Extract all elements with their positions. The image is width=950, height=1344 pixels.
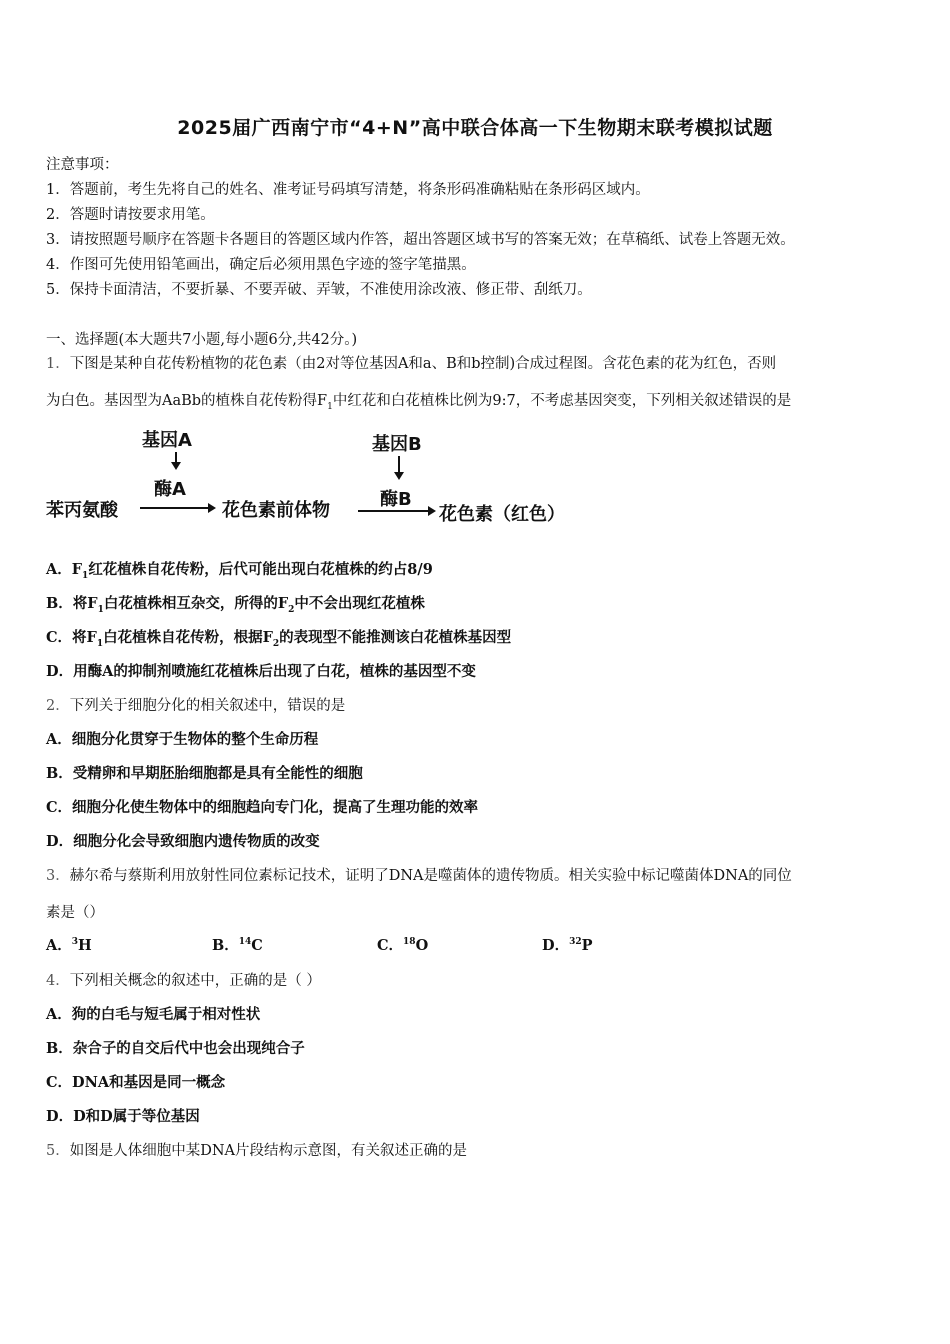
option-label: B． (212, 937, 239, 954)
question-2-option-a[interactable]: A．细胞分化贯穿于生物体的整个生命历程 (46, 731, 319, 748)
question-1-stem-part: 中红花和白花植株比例为9:7，不考虑基因突变，下列相关叙述错误的是 (332, 393, 792, 409)
option-text: 的表现型不能推测该白花植株基因型 (279, 629, 512, 646)
pathway-diagram (46, 422, 606, 532)
option-text: C．将F (46, 629, 97, 646)
question-4-text: 下列相关概念的叙述中，正确的是（ ） (69, 973, 321, 989)
option-value: P (581, 937, 593, 954)
subscript: 1 (96, 638, 104, 649)
question-3-line-2: 素是（） (46, 905, 104, 921)
option-value: H (78, 937, 92, 954)
option-text: 中不会出现红花植株 (294, 595, 425, 612)
question-1-line-2 (46, 389, 791, 412)
question-4-option-d[interactable]: D．D和D属于等位基因 (46, 1108, 200, 1125)
question-3-line-1 (46, 864, 792, 885)
superscript: 14 (238, 937, 252, 948)
notice-item-4: 4．作图可先使用铅笔画出，确定后必须用黑色字迹的签字笔描黑。 (46, 257, 476, 273)
question-1-option-a[interactable] (46, 558, 433, 581)
subscript: 1 (82, 570, 89, 581)
question-1-option-d[interactable]: D．用酶A的抑制剂喷施红花植株后出现了白花，植株的基因型不变 (46, 663, 476, 680)
option-label: C． (377, 937, 404, 954)
option-value: O (415, 937, 429, 954)
gene-b-arrow (398, 456, 400, 478)
question-number: 1． (46, 356, 70, 372)
question-number: 2． (46, 698, 70, 714)
question-3-option-a[interactable] (46, 934, 92, 955)
question-1-option-c[interactable] (46, 626, 511, 649)
enzyme-b-label: 酶B (380, 489, 412, 510)
notice-heading: 注意事项： (46, 157, 119, 173)
option-text: A．F (46, 561, 83, 578)
subscript: 1 (327, 401, 333, 412)
intermediate-label: 花色素前体物 (222, 500, 330, 521)
superscript: 18 (403, 937, 416, 948)
question-2-stem (46, 694, 345, 715)
gene-a-label: 基因A (142, 430, 192, 451)
question-1-option-b[interactable] (46, 592, 425, 615)
option-text: 白花植株自花传粉，根据F (103, 629, 273, 646)
section-heading: 一、选择题(本大题共7小题,每小题6分,共42分。) (46, 332, 358, 348)
question-3-option-d[interactable] (542, 934, 593, 955)
question-4-option-a[interactable]: A．狗的白毛与短毛属于相对性状 (46, 1006, 261, 1023)
option-label: A． (46, 937, 72, 954)
product-label: 花色素（红色） (439, 504, 565, 525)
reaction-arrow-1 (140, 507, 214, 509)
notice-item-3: 3．请按照题号顺序在答题卡各题目的答题区域内作答，超出答题区域书写的答案无效；在草稿纸、试卷上答题无效。 (46, 232, 795, 248)
superscript: 32 (569, 937, 582, 948)
page-title: 2025届广西南宁市“4+N”高中联合体高一下生物期末联考模拟试题 (177, 117, 773, 139)
notice-item-5: 5．保持卡面清洁，不要折暴、不要弄破、弄皱，不准使用涂改液、修正带、刮纸刀。 (46, 282, 592, 298)
question-1-stem: 下图是某种自花传粉植物的花色素（由2对等位基因A和a、B和b控制)合成过程图。含花色素的花为红色，否则 (69, 356, 777, 372)
enzyme-a-label: 酶A (154, 479, 186, 500)
question-2-option-b[interactable]: B．受精卵和早期胚胎细胞都是具有全能性的细胞 (46, 765, 363, 782)
option-text: 白花植株相互杂交，所得的F (103, 595, 289, 612)
question-2-option-c[interactable]: C．细胞分化使生物体中的细胞趋向专门化，提高了生理功能的效率 (46, 799, 479, 816)
question-5-stem (46, 1139, 467, 1160)
question-3-option-c[interactable] (377, 934, 428, 955)
question-5-text: 如图是人体细胞中某DNA片段结构示意图，有关叙述正确的是 (69, 1143, 468, 1159)
question-3-option-b[interactable] (212, 934, 263, 955)
question-2-option-d[interactable]: D．细胞分化会导致细胞内遗传物质的改变 (46, 833, 320, 850)
reaction-arrow-2 (358, 510, 434, 512)
notice-item-2: 2．答题时请按要求用笔。 (46, 207, 215, 223)
question-number: 5． (46, 1143, 70, 1159)
question-4-stem (46, 969, 321, 990)
question-4-option-b[interactable]: B．杂合子的自交后代中也会出现纯合子 (46, 1040, 305, 1057)
subscript: 2 (272, 638, 280, 649)
option-value: C (251, 937, 263, 954)
subscript: 1 (97, 604, 104, 615)
question-4-option-c[interactable]: C．DNA和基因是同一概念 (46, 1074, 226, 1091)
superscript: 3 (71, 937, 79, 948)
question-1-line-1 (46, 352, 776, 373)
question-2-text: 下列关于细胞分化的相关叙述中，错误的是 (69, 698, 346, 714)
gene-b-label: 基因B (372, 434, 422, 455)
option-text: B．将F (46, 595, 98, 612)
gene-a-arrow (175, 452, 177, 468)
question-3-text: 赫尔希与蔡斯利用放射性同位素标记技术，证明了DNA是噬菌体的遗传物质。相关实验中标记噬菌体DNA的同位 (69, 868, 792, 884)
notice-item-1: 1．答题前，考生先将自己的姓名、准考证号码填写清楚，将条形码准确粘贴在条形码区域内。 (46, 182, 650, 198)
question-1-stem-part: 为白色。基因型为AaBb的植株自花传粉得F (46, 393, 328, 409)
substrate-label: 苯丙氨酸 (46, 500, 118, 521)
question-number: 4． (46, 973, 70, 989)
question-number: 3． (46, 868, 70, 884)
subscript: 2 (288, 604, 295, 615)
option-label: D． (542, 937, 570, 954)
option-text: 红花植株自花传粉，后代可能出现白花植株的约占8/9 (88, 561, 433, 578)
